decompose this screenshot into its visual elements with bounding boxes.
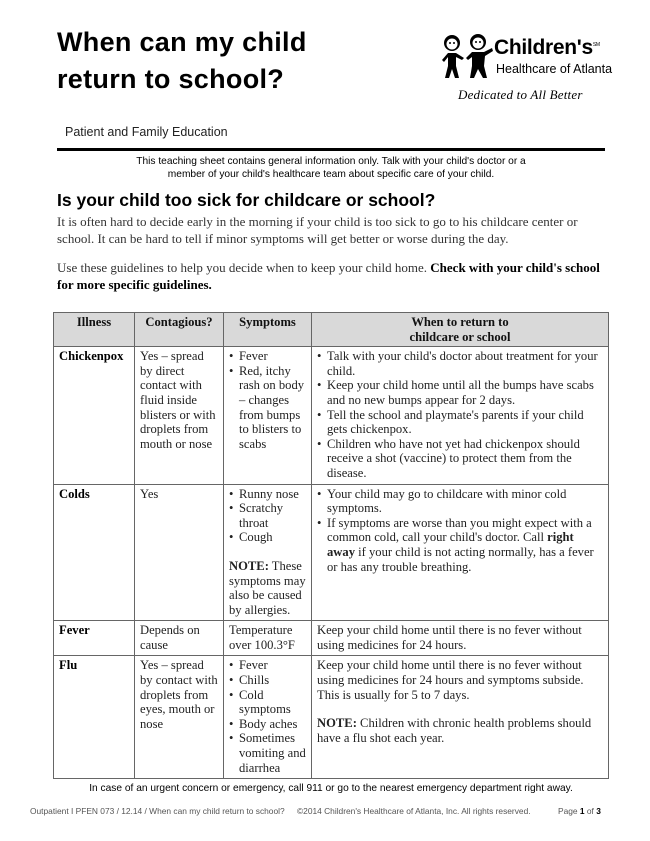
intro-paragraph: It is often hard to decide early in the morning if your child is too sick to go to his childcare center or school. It can be hard to tell if minor symptoms will get better or worse during the day. <box>57 214 578 246</box>
list-item: • Chills <box>229 673 307 688</box>
column-header-illness: Illness <box>54 313 135 347</box>
list-item: • If symptoms are worse than you might expect with a common cold, call your child's doctor. Call right away if your child is not acting normally, has a fever or has any trouble breathing. <box>317 516 604 574</box>
footer-document-id: Outpatient I PFEN 073 / 12.14 / When can my child return to school? <box>30 806 285 816</box>
contagious-cell: Yes – spread by direct contact with fluid inside blisters or with droplets from mouth or nose <box>135 347 224 484</box>
document-type: Patient and Family Education <box>65 125 228 139</box>
illness-cell: Chickenpox <box>54 347 135 484</box>
return-cell: Keep your child home until there is no fever without using medicines for 24 hours and symptoms subside. This is usually for 5 to 7 days. NOTE: Children with chronic health problems should have a flu shot each year. <box>312 656 609 779</box>
column-header-symptoms: Symptoms <box>224 313 312 347</box>
list-item: • Body aches <box>229 717 307 732</box>
list-item: • Sometimes vomiting and diarrhea <box>229 731 307 775</box>
disclaimer: This teaching sheet contains general information only. Talk with your child's doctor or a member of your child's healthcare team about specific care of your child. <box>136 156 526 180</box>
kids-logo-icon <box>438 32 496 84</box>
title-line-1: When can my child <box>57 27 307 57</box>
urgent-notice: In case of an urgent concern or emergency, call 911 or go to the nearest emergency department right away. <box>89 783 573 794</box>
table-row <box>54 347 609 484</box>
illness-cell: Fever <box>54 621 135 656</box>
table-row <box>54 484 609 621</box>
list-item: • Talk with your child's doctor about treatment for your child. <box>317 349 604 378</box>
contagious-cell: Yes <box>135 484 224 621</box>
footer-copyright: ©2014 Children's Healthcare of Atlanta, Inc. All rights reserved. <box>297 806 531 816</box>
list-item: • Fever <box>229 658 307 673</box>
guidelines-paragraph: Use these guidelines to help you decide when to keep your child home. Check with your child's school for more specific guidelines. <box>57 260 600 292</box>
table-header-row <box>54 313 609 347</box>
list-item: • Fever <box>229 349 307 364</box>
table-row <box>54 656 609 779</box>
logo-tagline: Dedicated to All Better <box>458 87 583 102</box>
table-row <box>54 621 609 656</box>
list-item: • Tell the school and playmate's parents if your child gets chickenpox. <box>317 408 604 437</box>
brand-logo <box>438 32 638 112</box>
section-heading: Is your child too sick for childcare or school? <box>57 190 436 210</box>
title-line-2: return to school? <box>57 64 285 94</box>
contagious-cell: Yes – spread by contact with droplets from eyes, mouth or nose <box>135 656 224 779</box>
page-title <box>57 24 307 98</box>
list-item: • Keep your child home until all the bumps have scabs and no new bumps appear for 2 days. <box>317 378 604 407</box>
list-item: • Cough <box>229 530 307 545</box>
list-item: • Red, itchy rash on body – changes from bumps to blisters to scabs <box>229 364 307 452</box>
symptoms-note: NOTE: These symptoms may also be caused by allergies. <box>229 558 306 617</box>
list-item: • Scratchy throat <box>229 501 307 530</box>
illness-table <box>53 312 609 779</box>
illness-cell: Colds <box>54 484 135 621</box>
list-item: • Children who have not yet had chickenpox should receive a shot (vaccine) to protect them from the disease. <box>317 437 604 481</box>
symptoms-cell <box>224 347 312 484</box>
return-cell <box>312 484 609 621</box>
column-header-contagious: Contagious? <box>135 313 224 347</box>
list-item: • Runny nose <box>229 487 307 502</box>
return-cell <box>312 347 609 484</box>
list-item: • Your child may go to childcare with minor cold symptoms. <box>317 487 604 516</box>
symptoms-cell <box>224 656 312 779</box>
flu-note: NOTE: Children with chronic health problems should have a flu shot each year. <box>317 716 592 745</box>
return-cell: Keep your child home until there is no fever without using medicines for 24 hours. <box>312 621 609 656</box>
logo-name: Children's℠ <box>494 36 600 59</box>
list-item: • Cold symptoms <box>229 688 307 717</box>
logo-subtitle: Healthcare of Atlanta <box>496 62 613 76</box>
symptoms-cell <box>224 484 312 621</box>
contagious-cell: Depends on cause <box>135 621 224 656</box>
header-divider <box>57 148 605 151</box>
illness-cell: Flu <box>54 656 135 779</box>
column-header-return: When to return to childcare or school <box>312 313 609 347</box>
symptoms-cell: Temperature over 100.3°F <box>224 621 312 656</box>
footer-page-number: Page 1 of 3 <box>558 806 601 816</box>
